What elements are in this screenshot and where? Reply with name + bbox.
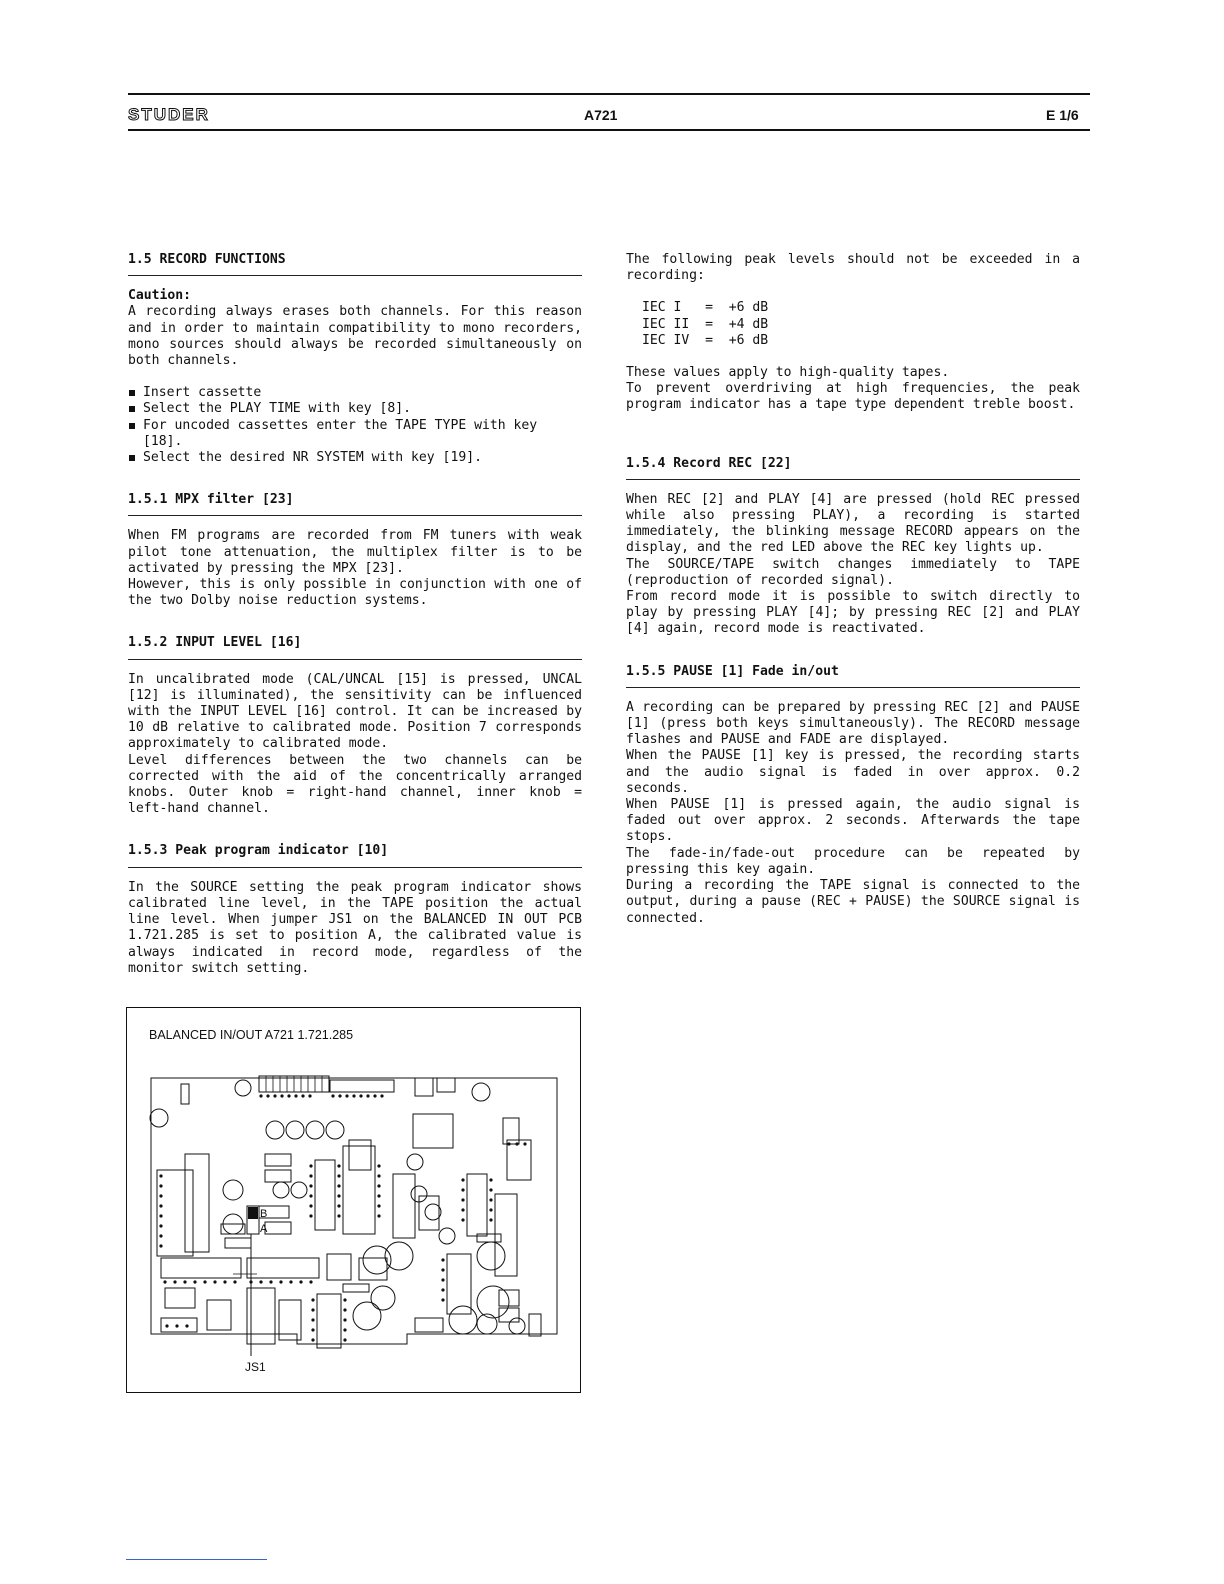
ic-mid-2 (343, 1146, 375, 1234)
ppm-paragraph-1: In the SOURCE setting the peak program indicator shows calibrated line level, in the TAPE position the actual line level. When jumper JS1 on the BALANCED IN OUT PCB 1.721.285 is set to position A, the calibrated value is always indicated in record mode, regardless of the monitor switch setting. (128, 879, 582, 976)
header-rule-top (128, 93, 1090, 95)
right-column (626, 252, 1080, 927)
studer-logo (128, 106, 220, 128)
section-title-1-5-3: 1.5.3 Peak program indicator [10] (128, 843, 582, 867)
ic-right-2 (495, 1194, 517, 1276)
peak-levels-intro: The following peak levels should not be exceeded in a recording: (626, 252, 1080, 284)
list-item: For uncoded cassettes enter the TAPE TYPE with key [18]. (128, 418, 582, 450)
pcb-outline (151, 1078, 557, 1344)
treble-boost-note: To prevent overdriving at high frequencies, the peak program indicator has a tape type dependent treble boost. (626, 381, 1080, 413)
pcb-figure (126, 1007, 581, 1393)
ic-lower-right (447, 1254, 471, 1314)
pause-paragraph-5: During a recording the TAPE signal is connected to the output, during a pause (REC + PAUSE) the SOURCE signal is connected. (626, 878, 1080, 926)
resistor-bank-left (161, 1258, 241, 1278)
model-number: A721 (584, 107, 618, 123)
pause-paragraph-3: When PAUSE [1] is pressed again, the audio signal is faded out over approx. 2 seconds. Afterwards the tape stops. (626, 797, 1080, 845)
level-row-iec2: IEC II = +4 dB (642, 316, 769, 332)
list-item: Insert cassette (128, 385, 582, 401)
record-steps-list (128, 385, 582, 466)
brand-text: STUDER (128, 106, 210, 124)
header-rule-bottom (128, 129, 1090, 131)
ic-right-1 (467, 1174, 487, 1236)
figure-title: BALANCED IN/OUT A721 1.721.285 (149, 1028, 354, 1042)
caution-text: A recording always erases both channels. For this reason and in order to maintain compatibility to mono recorders, mono sources should always be recorded simultaneously on both channels. (128, 304, 582, 369)
tapes-note: These values apply to high-quality tapes. (626, 365, 950, 381)
section-title-1-5: 1.5 RECORD FUNCTIONS (128, 252, 582, 276)
section-title-1-5-5: 1.5.5 PAUSE [1] Fade in/out (626, 664, 1080, 688)
ic-mid-3 (393, 1174, 415, 1238)
ic-mid-1 (315, 1160, 335, 1230)
section-title-1-5-1: 1.5.1 MPX filter [23] (128, 492, 582, 516)
mpx-paragraph-2: However, this is only possible in conjunction with one of the two Dolby noise reduction systems. (128, 577, 582, 609)
connector-left (181, 1084, 189, 1104)
section-title-1-5-4: 1.5.4 Record REC [22] (626, 456, 1080, 480)
pause-paragraph-1: A recording can be prepared by pressing REC [2] and PAUSE [1] (press both keys simultaneously). The RECORD message flashes and PAUSE and FADE are displayed. (626, 699, 1080, 748)
caution-label: Caution: (128, 288, 192, 304)
left-column (128, 252, 582, 977)
jumper-js1-label: JS1 (245, 1360, 266, 1374)
ic-left-2 (185, 1154, 209, 1252)
pause-paragraph-4: The fade-in/fade-out procedure can be repeated by pressing this key again. (626, 845, 1080, 877)
rec-paragraph-3: From record mode it is possible to switch directly to play by pressing PLAY [4]; by pressing REC [2] and PLAY [4] again, record mode is reactivated. (626, 589, 1080, 637)
ic-lower-mid (317, 1294, 341, 1348)
jumper-label-a: A (260, 1223, 268, 1235)
list-item: Select the desired NR SYSTEM with key [19]. (128, 450, 582, 466)
jumper-js1-position-b (248, 1207, 258, 1219)
pcb-layout-drawing (147, 1074, 561, 1356)
rec-paragraph-1: When REC [2] and PLAY [4] are pressed (hold REC pressed while also pressing PLAY), a recording is started immediately, the blinking message RECORD appears on the display, and the red LED above the REC key lights up. (626, 491, 1080, 556)
rec-paragraph-2: The SOURCE/TAPE switch changes immediately to TAPE (reproduction of recorded signal). (626, 556, 1080, 588)
pause-paragraph-2: When the PAUSE [1] key is pressed, the recording starts and the audio signal is faded in over approx. 0.2 seconds. (626, 748, 1080, 796)
jumper-label-b: B (260, 1208, 268, 1220)
peak-levels-table (642, 300, 1080, 349)
page-number: E 1/6 (1046, 107, 1079, 123)
input-level-paragraph-1: In uncalibrated mode (CAL/UNCAL [15] is pressed, UNCAL [12] is illuminated), the sensitivity can be influenced with the INPUT LEVEL [16] control. It can be increased by 10 dB relative to calibrated mode. Position 7 corresponds approximately to calibrated mode. (128, 671, 582, 752)
section-title-1-5-2: 1.5.2 INPUT LEVEL [16] (128, 635, 582, 659)
resistor-bank-mid (247, 1258, 319, 1278)
ic-left-1 (157, 1170, 193, 1256)
mpx-paragraph-1: When FM programs are recorded from FM tuners with weak pilot tone attenuation, the multiplex filter is to be activated by pressing the MPX [23]. (128, 528, 582, 576)
list-item: Select the PLAY TIME with key [8]. (128, 401, 582, 417)
level-row-iec1: IEC I = +6 dB (642, 300, 769, 316)
ic-mid-4 (413, 1114, 453, 1148)
input-level-paragraph-2: Level differences between the two channels can be corrected with the aid of the concentrically arranged knobs. Outer knob = right-hand channel, inner knob = left-hand channel. (128, 752, 582, 817)
level-row-iec4: IEC IV = +6 dB (642, 332, 769, 348)
footer-rule (126, 1559, 267, 1560)
